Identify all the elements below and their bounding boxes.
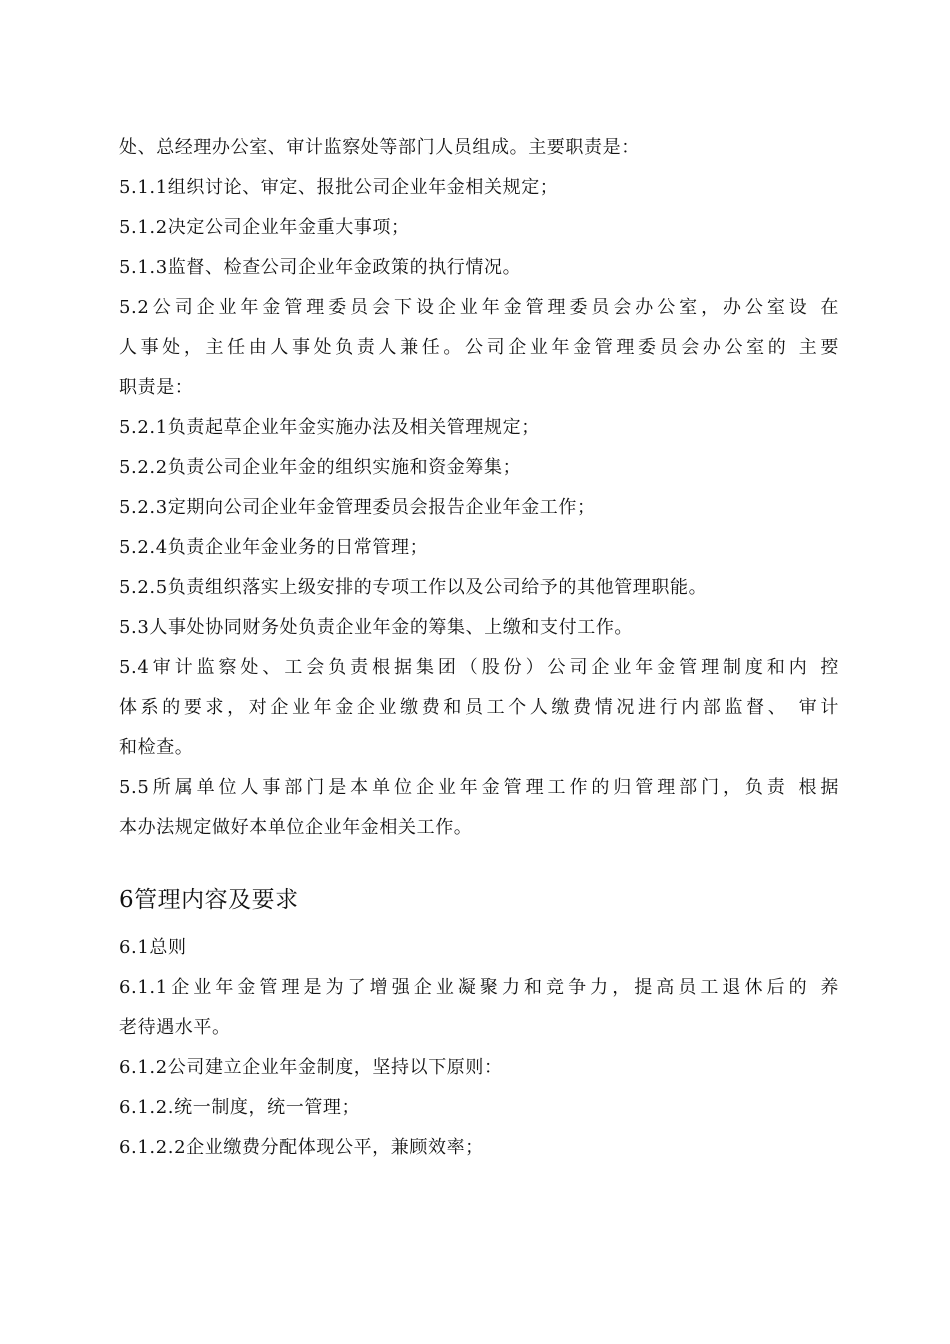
- text-line: 5.4审计监察处、工会负责根据集团（股份）公司企业年金管理制度和内 控: [119, 657, 839, 678]
- text-line: 老待遇水平。: [119, 1017, 231, 1038]
- text-line: 5.1.2决定公司企业年金重大事项；: [119, 217, 410, 238]
- text-line: 5.3人事处协同财务处负责企业年金的筹集、上缴和支付工作。: [119, 617, 634, 638]
- text-line: 6.1总则: [119, 937, 187, 958]
- text-line: 6.1.2公司建立企业年金制度，坚持以下原则：: [119, 1057, 503, 1078]
- text-line: 5.5所属单位人事部门是本单位企业年金管理工作的归管理部门，负责 根据: [119, 777, 839, 798]
- text-line: 5.1.1组织讨论、审定、报批公司企业年金相关规定；: [119, 177, 559, 198]
- text-line: 本办法规定做好本单位企业年金相关工作。: [119, 817, 473, 838]
- text-line: 5.2公司企业年金管理委员会下设企业年金管理委员会办公室，办公室设 在: [119, 297, 839, 318]
- text-line: 6.1.2.2企业缴费分配体现公平，兼顾效率；: [119, 1137, 484, 1158]
- text-line: 和检查。: [119, 737, 194, 758]
- text-line: 5.2.4负责企业年金业务的日常管理；: [119, 537, 429, 558]
- text-line: 职责是：: [119, 377, 194, 398]
- text-line: 5.2.1负责起草企业年金实施办法及相关管理规定；: [119, 417, 540, 438]
- text-line: 6.1.1企业年金管理是为了增强企业凝聚力和竞争力，提高员工退休后的 养: [119, 977, 839, 998]
- text-line: 5.1.3监督、检查公司企业年金政策的执行情况。: [119, 257, 522, 278]
- text-line: 6.1.2.统一制度，统一管理；: [119, 1097, 361, 1118]
- document-page: [119, 128, 839, 1168]
- text-line: 人事处，主任由人事处负责人兼任。公司企业年金管理委员会办公室的 主要: [119, 337, 839, 358]
- text-line: 5.2.2负责公司企业年金的组织实施和资金筹集；: [119, 457, 522, 478]
- text-line: 5.2.5负责组织落实上级安排的专项工作以及公司给予的其他管理职能。: [119, 577, 708, 598]
- text-line: 处、总经理办公室、审计监察处等部门人员组成。主要职责是：: [119, 137, 640, 158]
- text-line: 体系的要求，对企业年金企业缴费和员工个人缴费情况进行内部监督、 审计: [119, 697, 839, 718]
- section-heading: 6管理内容及要求: [119, 887, 299, 913]
- text-line: 5.2.3定期向公司企业年金管理委员会报告企业年金工作；: [119, 497, 596, 518]
